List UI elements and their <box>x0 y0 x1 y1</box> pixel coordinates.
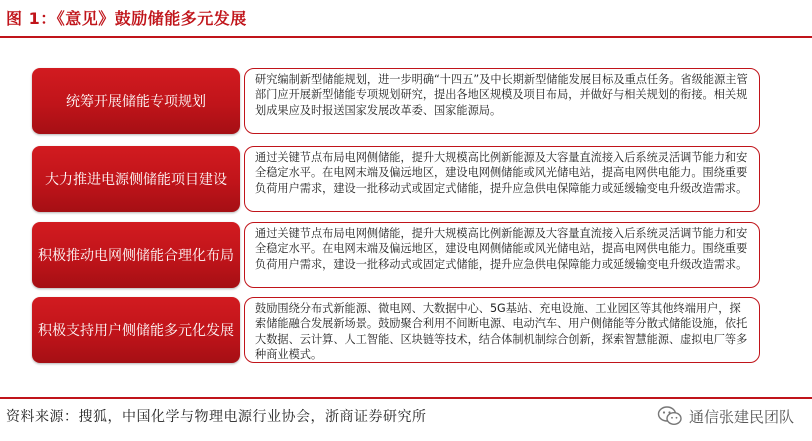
policy-row <box>32 68 766 134</box>
source-note: 资料来源：搜狐，中国化学与物理电源行业协会，浙商证券研究所 <box>6 409 427 425</box>
policy-description: 鼓励围绕分布式新能源、微电网、大数据中心、5G基站、充电设施、工业园区等其他终端用户，探索储能融合发展新场景。鼓励聚合利用不间断电源、电动汽车、用户侧储能等分散式储能设施，依托大数据、云计算、人工智能、区块链等技术，结合体制机制综合创新，探索智慧能源、虚拟电厂等多种商业模式。 <box>244 297 760 363</box>
watermark-text: 通信张建民团队 <box>688 407 794 426</box>
policy-row <box>32 297 766 363</box>
bottom-divider <box>0 397 812 399</box>
policy-description: 通过关键节点布局电网侧储能，提升大规模高比例新能源及大容量直流接入后系统灵活调节能力和安全稳定水平。在电网末端及偏远地区，建设电网侧储能或风光储电站，提高电网供电能力。围绕重要负荷用户需求，建设一批移动式或固定式储能，提升应急供电保障能力或延缓输变电升级改造需求。 <box>244 222 760 288</box>
policy-description: 研究编制新型储能规划，进一步明确“十四五”及中长期新型储能发展目标及重点任务。省级能源主管部门应开展新型储能专项规划研究，提出各地区规模及项目布局，并做好与相关规划的衔接。相关规划成果应及时报送国家发展改革委、国家能源局。 <box>244 68 760 134</box>
policy-row <box>32 222 766 288</box>
wechat-icon <box>657 405 683 427</box>
top-divider <box>0 36 812 38</box>
policy-label-box: 统筹开展储能专项规划 <box>32 68 240 134</box>
policy-label-box: 大力推进电源侧储能项目建设 <box>32 146 240 212</box>
watermark <box>657 403 794 429</box>
policy-row <box>32 146 766 212</box>
policy-description: 通过关键节点布局电网侧储能，提升大规模高比例新能源及大容量直流接入后系统灵活调节能力和安全稳定水平。在电网末端及偏远地区，建设电网侧储能或风光储电站，提高电网供电能力。围绕重要负荷用户需求，建设一批移动式或固定式储能，提升应急供电保障能力或延缓输变电升级改造需求。 <box>244 146 760 212</box>
policy-label-box: 积极推动电网侧储能合理化布局 <box>32 222 240 288</box>
figure-title: 图 1：《意见》鼓励储能多元发展 <box>6 9 247 28</box>
policy-label-box: 积极支持用户侧储能多元化发展 <box>32 297 240 363</box>
